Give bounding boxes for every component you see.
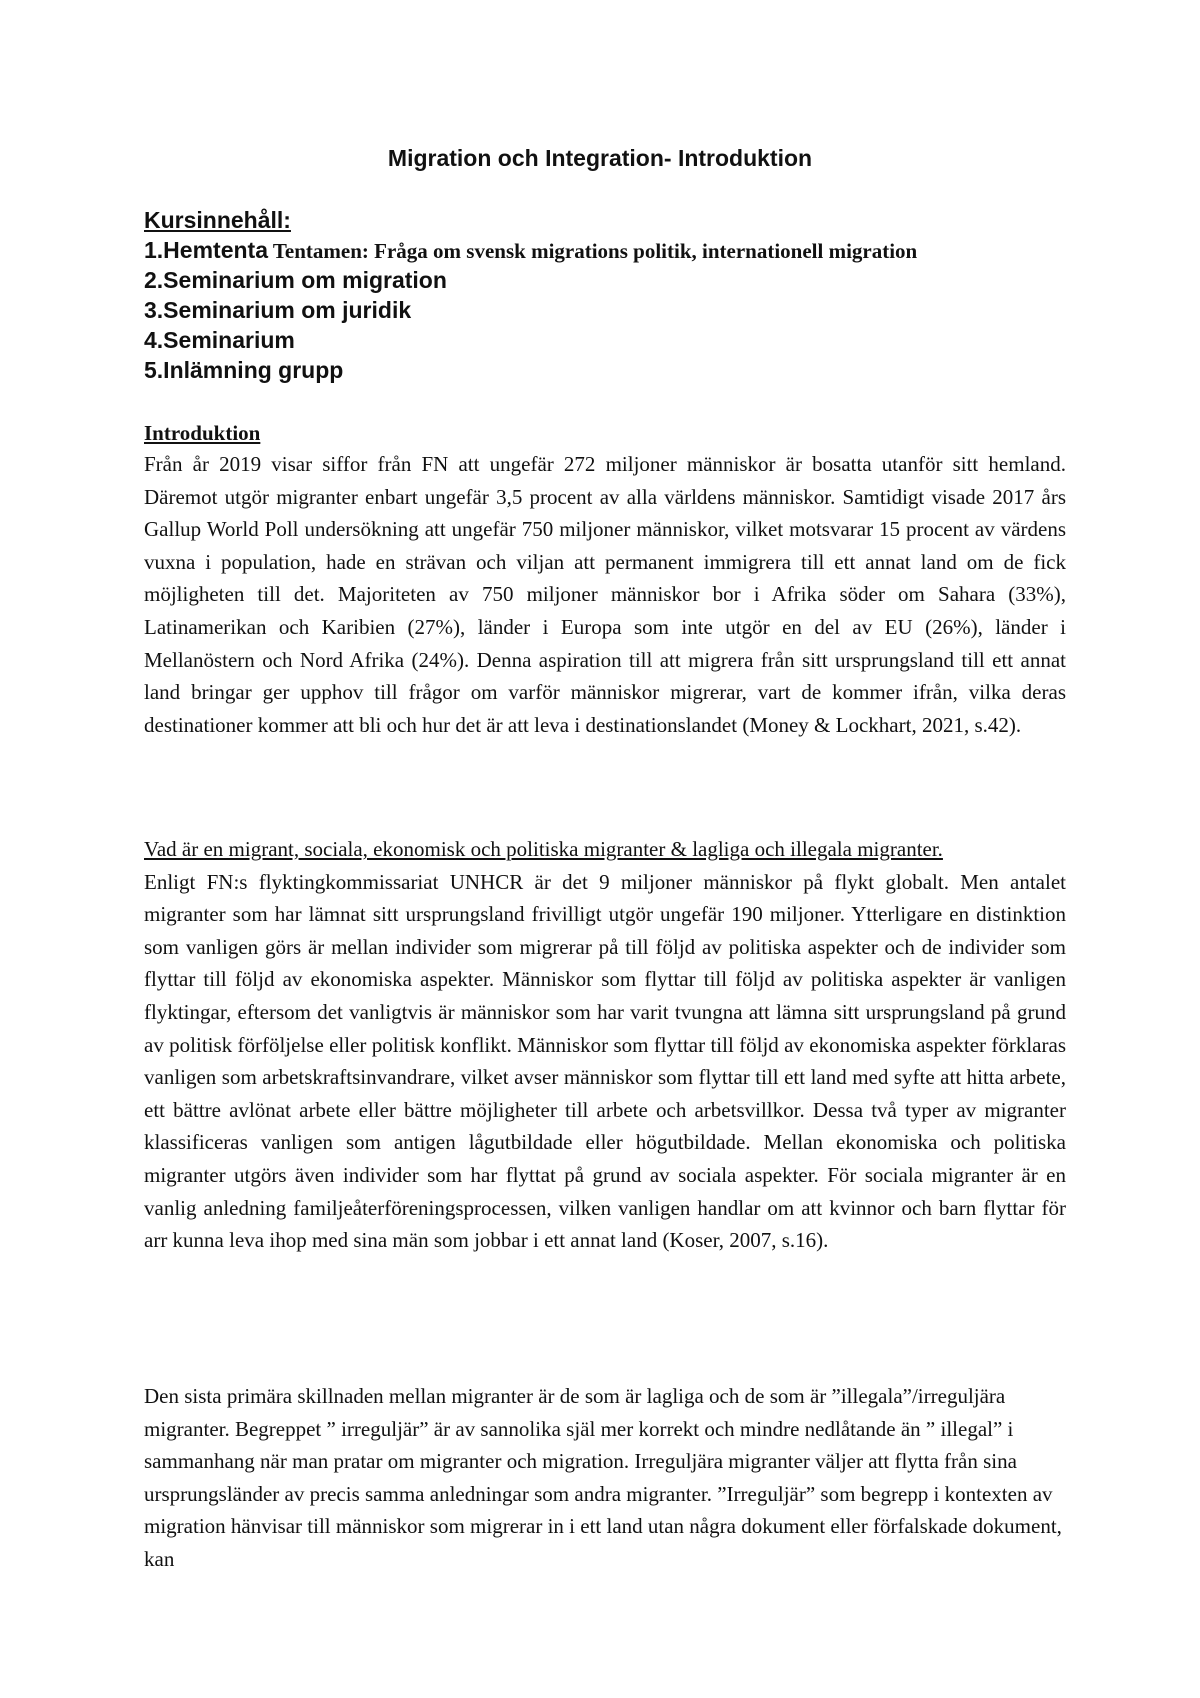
course-item-1-detail: Tentamen: Fråga om svensk migrations politik, internationell migration [267,239,918,263]
intro-heading: Introduktion [144,421,261,445]
irregular-section [144,1380,1066,1576]
course-item-1-lead: 1.Hemtenta [144,237,268,263]
course-item-4-lead: 4.Seminarium [144,327,295,353]
course-item-3-lead: 3.Seminarium om juridik [144,297,412,323]
course-item-5 [144,355,1084,385]
course-item-5-lead: 5.Inlämning grupp [144,357,344,383]
course-content-list [144,235,1084,385]
migrants-section [144,833,1066,1257]
migrants-heading: Vad är en migrant, sociala, ekonomisk och politiska migranter & lagliga och illegala migranter. [144,837,943,861]
course-item-3 [144,295,1084,325]
migrants-paragraph: Enligt FN:s flyktingkommissariat UNHCR är det 9 miljoner människor på flykt globalt. Men antalet migranter som har lämnat sitt ursprungsland frivilligt utgör ungefär 190 miljoner. Ytterligare en distinktion som vanligen görs är mellan individer som migrerar på till följd av politiska aspekter och de individer som flyttar till följd av ekonomiska aspekter. Människor som flyttar till följd av politiska aspekter är vanligen flyktingar, eftersom det vanligtvis är människor som har varit tvungna att lämna sitt ursprungsland på grund av politisk förföljelse eller politisk konflikt. Människor som flyttar till följd av ekonomiska aspekter förklaras vanligen som arbetskraftsinvandrare, vilket avser människor som flyttar till ett land med syfte att hitta arbete, ett bättre avlönat arbete eller bättre möjligheter till arbete och arbetsvillkor. Dessa två typer av migranter klassificeras vanligen som antigen lågutbildade eller högutbildade. Mellan ekonomiska och politiska migranter utgörs även individer som har flyttat på grund av sociala aspekter. För sociala migranter är en vanlig anledning familjeåterföreningsprocessen, vilken vanligen handlar om att kvinnor och barn flyttar för arr kunna leva ihop med sina män som jobbar i ett annat land (Koser, 2007, s.16). [144,869,1066,1253]
course-item-2 [144,265,1084,295]
intro-section [144,418,1066,741]
irregular-paragraph: Den sista primära skillnaden mellan migranter är de som är lagliga och de som är ”illegala”/irreguljära migranter. Begreppet ” irreguljär” är av sannolika själ mer korrekt och mindre nedlåtande än ” illegal” i sammanhang när man pratar om migranter och migration. Irreguljära migranter väljer att flytta från sina ursprungsländer av precis samma anledningar som andra migranter. ”Irreguljär” som begrepp i kontexten av migration hänvisar till människor som migrerar in i ett land utan några dokument eller förfalskade dokument, kan [144,1384,1062,1571]
course-item-2-lead: 2.Seminarium om migration [144,267,447,293]
intro-paragraph: Från år 2019 visar siffor från FN att ungefär 272 miljoner människor är bosatta utanför sitt hemland. Däremot utgör migranter enbart ungefär 3,5 procent av alla världens människor. Samtidigt visade 2017 års Gallup World Poll undersökning att ungefär 750 miljoner människor, vilket motsvarar 15 procent av värdens vuxna i population, hade en strävan och viljan att permanent immigrera till ett annat land om de fick möjligheten till det. Majoriteten av 750 miljoner människor bor i Afrika söder om Sahara (33%), Latinamerikan och Karibien (27%), länder i Europa som inte utgör en del av EU (26%), länder i Mellanöstern och Nord Afrika (24%). Denna aspiration till att migrera från sitt ursprungsland till ett annat land bringar ger upphov till frågor om varför människor migrerar, vart de kommer ifrån, vilka deras destinationer kommer att bli och hur det är att leva i destinationslandet (Money & Lockhart, 2021, s.42). [144,452,1066,737]
document-title: Migration och Integration- Introduktion [387,145,813,171]
course-item-1 [144,235,1084,265]
course-item-4 [144,325,1084,355]
course-content-section [144,205,1084,385]
course-content-heading: Kursinnehåll: [144,207,291,233]
